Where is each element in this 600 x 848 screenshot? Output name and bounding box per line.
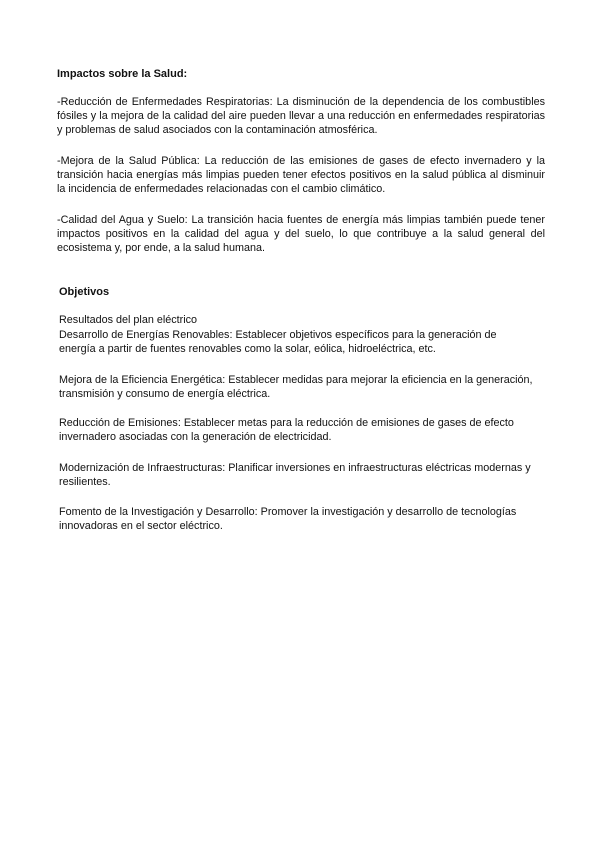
research-development-paragraph: Fomento de la Investigación y Desarrollo: Promover la investigación y desarrollo de tecnologías innovadoras en el sector eléctrico. — [59, 506, 517, 533]
energy-efficiency-paragraph: Mejora de la Eficiencia Energética: Establecer medidas para mejorar la eficiencia en la generación, transmisión y consumo de energía eléctrica. — [59, 374, 533, 401]
health-impacts-heading: Impactos sobre la Salud: — [57, 68, 188, 80]
electric-plan-results-line: Resultados del plan eléctrico — [59, 314, 198, 326]
respiratory-diseases-paragraph: -Reducción de Enfermedades Respiratorias: La disminución de la dependencia de los combustibles fósiles y la mejora de la calidad del aire pueden llevar a una reducción en enfermedades respiratorias y problemas de salud asociados con la contaminación atmosférica. — [57, 96, 545, 137]
renewable-energy-paragraph: Desarrollo de Energías Renovables: Establecer objetivos específicos para la generación de energía a partir de fuentes renovables como la solar, eólica, hidroeléctrica, etc. — [59, 329, 497, 356]
objectives-heading: Objetivos — [59, 286, 110, 298]
public-health-paragraph: -Mejora de la Salud Pública: La reducción de las emisiones de gases de efecto invernadero y la transición hacia energías más limpias pueden tener efectos positivos en la salud pública al disminuir la incidencia de enfermedades relacionadas con el cambio climático. — [57, 155, 545, 196]
emissions-reduction-paragraph: Reducción de Emisiones: Establecer metas para la reducción de emisiones de gases de efecto invernadero asociadas con la generación de electricidad. — [59, 417, 514, 444]
water-soil-paragraph: -Calidad del Agua y Suelo: La transición hacia fuentes de energía más limpias también puede tener impactos positivos en la calidad del agua y del suelo, lo que contribuye a la salud general del ecosistema y, por ende, a la salud humana. — [57, 214, 545, 255]
infrastructure-modernization-paragraph: Modernización de Infraestructuras: Planificar inversiones en infraestructuras eléctricas modernas y resilientes. — [59, 462, 531, 489]
